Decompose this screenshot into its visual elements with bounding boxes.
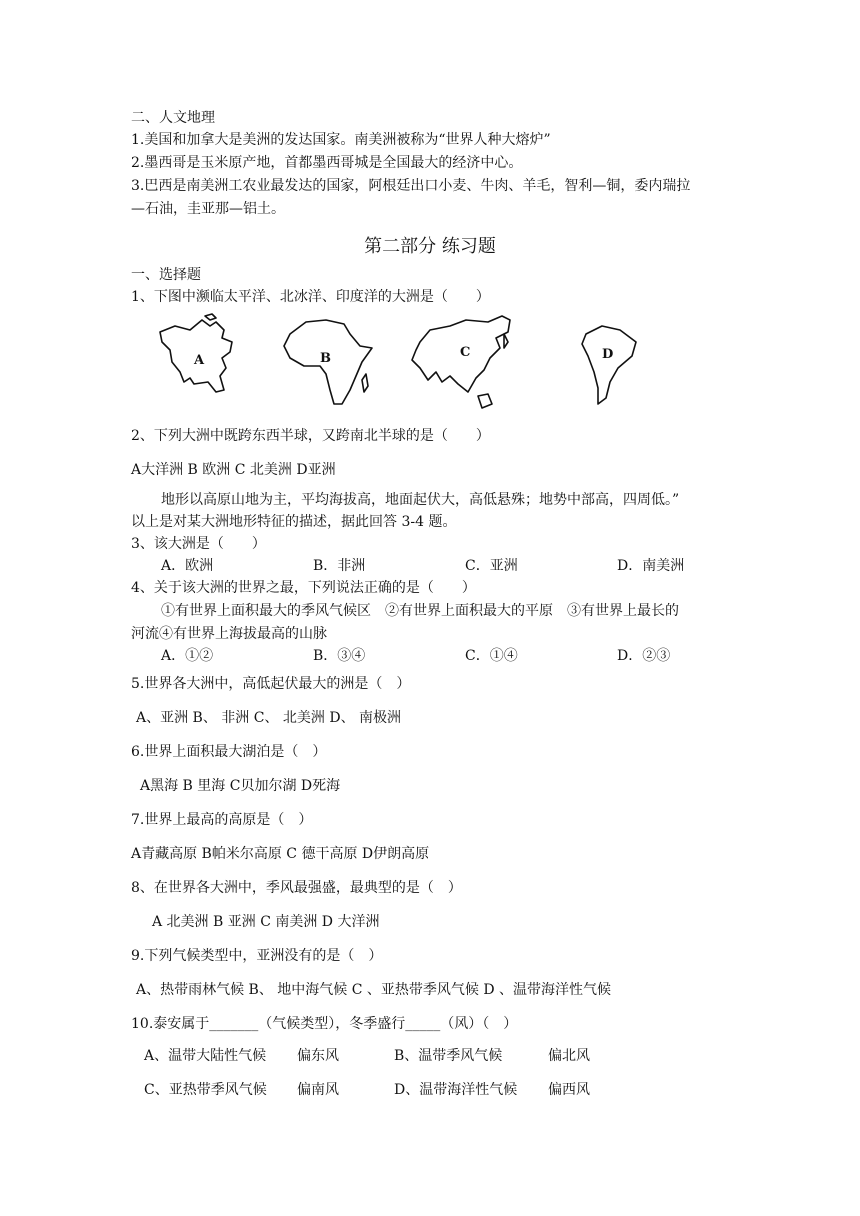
question-4-statement-1: ①有世界上面积最大的季风气候区 ②有世界上面积最大的平原 ③有世界上最长的	[161, 603, 679, 619]
question-5-options: A、亚洲 B、 非洲 C、 北美洲 D、 南极洲	[136, 710, 402, 726]
question-8: 8、在世界各大洲中，季风最强盛，最典型的是（ ）	[131, 880, 462, 896]
part-title: 第二部分 练习题	[364, 236, 496, 257]
question-3-option-c: C．亚洲	[465, 558, 518, 574]
question-10-option-d-wind: 偏西风	[548, 1082, 590, 1098]
question-4-option-d: D．②③	[617, 648, 671, 664]
question-10-option-a: A、温带大陆性气候	[144, 1048, 267, 1064]
question-3-option-b: B．非洲	[313, 558, 366, 574]
map-label-d: D	[602, 347, 614, 362]
paragraph-3b: —石油，圭亚那—铝土。	[131, 201, 285, 217]
question-10-option-b: B、温带季风气候	[394, 1048, 503, 1064]
paragraph-1: 1.美国和加拿大是美洲的发达国家。南美洲被称为“世界人种大熔炉”	[131, 132, 551, 148]
question-4: 4、关于该大洲的世界之最，下列说法正确的是（ ）	[131, 580, 476, 596]
question-10: 10.泰安属于_______（气候类型），冬季盛行_____（风）（ ）	[131, 1016, 518, 1032]
passage-line-1: 地形以高原山地为主，平均海拔高，地面起伏大，高低悬殊；地势中部高，四周低。”	[161, 492, 680, 508]
question-10-option-c-wind: 偏南风	[297, 1082, 339, 1098]
passage-line-2: 以上是对某大洲地形特征的描述，据此回答 3-4 题。	[131, 514, 457, 530]
question-6: 6.世界上面积最大湖泊是（ ）	[131, 744, 327, 760]
map-label-a: A	[194, 353, 205, 368]
question-4-option-b: B．③④	[313, 648, 366, 664]
paragraph-2: 2.墨西哥是玉米原产地，首都墨西哥城是全国最大的经济中心。	[131, 155, 523, 171]
question-9-options: A、热带雨林气候 B、 地中海气候 C 、亚热带季风气候 D 、温带海洋性气候	[136, 982, 612, 998]
continent-maps	[150, 312, 650, 412]
question-3-option-d: D．南美洲	[617, 558, 685, 574]
question-10-option-b-wind: 偏北风	[548, 1048, 590, 1064]
question-1: 1、下图中濒临太平洋、北冰洋、印度洋的大洲是（ ）	[131, 289, 490, 305]
question-9: 9.下列气候类型中，亚洲没有的是（ ）	[131, 948, 383, 964]
map-label-c: C	[460, 345, 471, 360]
paragraph-3a: 3.巴西是南美洲工农业最发达的国家，阿根廷出口小麦、牛肉、羊毛，智利—铜，委内瑞拉	[131, 178, 691, 194]
choice-heading: 一、选择题	[131, 267, 201, 283]
question-10-option-c: C、亚热带季风气候	[144, 1082, 267, 1098]
question-3: 3、该大洲是（ ）	[131, 536, 266, 552]
question-4-option-c: C．①④	[465, 648, 518, 664]
question-5: 5.世界各大洲中，高低起伏最大的洲是（ ）	[131, 676, 411, 692]
question-3-option-a: A．欧洲	[161, 558, 214, 574]
map-label-b: B	[320, 351, 331, 366]
question-2: 2、下列大洲中既跨东西半球，又跨南北半球的是（ ）	[131, 428, 490, 444]
question-10-option-d: D、温带海洋性气候	[394, 1082, 518, 1098]
question-8-options: A 北美洲 B 亚洲 C 南美洲 D 大洋洲	[152, 914, 380, 930]
question-7: 7.世界上最高的高原是（ ）	[131, 812, 313, 828]
question-10-option-a-wind: 偏东风	[297, 1048, 339, 1064]
question-7-options: A青藏高原 B帕米尔高原 C 德干高原 D伊朗高原	[131, 846, 430, 862]
question-2-options: A大洋洲 B 欧洲 C 北美洲 D亚洲	[131, 462, 336, 478]
question-4-statement-2: 河流④有世界上海拔最高的山脉	[131, 626, 327, 642]
south-america-outline	[582, 326, 636, 404]
question-6-options: A黑海 B 里海 C贝加尔湖 D死海	[140, 778, 341, 794]
question-4-option-a: A．①②	[161, 648, 214, 664]
section-heading-human-geography: 二、人文地理	[131, 110, 215, 126]
